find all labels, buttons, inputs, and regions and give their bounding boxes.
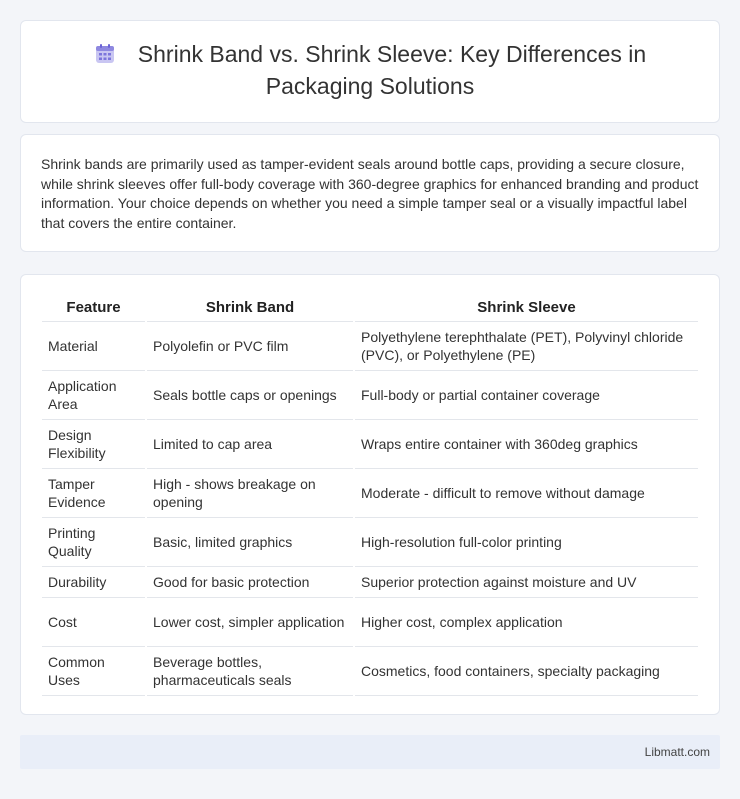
calendar-icon: [94, 43, 116, 65]
feature-cell: Printing Quality: [42, 517, 146, 566]
shrink-band-cell: Beverage bottles, pharmaceuticals seals: [146, 646, 354, 695]
shrink-band-cell: Good for basic protection: [146, 566, 354, 597]
table-header-row: [42, 295, 698, 321]
table-row: [42, 517, 698, 566]
shrink-sleeve-cell: Higher cost, complex application: [354, 597, 698, 646]
shrink-band-cell: Seals bottle caps or openings: [146, 370, 354, 419]
table-row: [42, 566, 698, 597]
shrink-sleeve-cell: Polyethylene terephthalate (PET), Polyvinyl chloride (PVC), or Polyethylene (PE): [354, 321, 698, 370]
comparison-table: [42, 295, 698, 696]
shrink-sleeve-cell: Cosmetics, food containers, specialty packaging: [354, 646, 698, 695]
shrink-sleeve-cell: Wraps entire container with 360deg graphics: [354, 419, 698, 468]
table-row: [42, 370, 698, 419]
footer-site-link[interactable]: Libmatt.com: [644, 745, 710, 759]
feature-cell: Common Uses: [42, 646, 146, 695]
column-header-feature: Feature: [42, 295, 146, 321]
column-header-shrink-sleeve: Shrink Sleeve: [477, 299, 576, 317]
table-row: [42, 419, 698, 468]
shrink-band-cell: Lower cost, simpler application: [146, 597, 354, 646]
shrink-sleeve-cell: Moderate - difficult to remove without damage: [354, 468, 698, 517]
table-row: [42, 646, 698, 695]
page-title: Shrink Band vs. Shrink Sleeve: Key Differences in Packaging Solutions: [137, 40, 647, 99]
shrink-band-cell: Limited to cap area: [146, 419, 354, 468]
shrink-band-cell: High - shows breakage on opening: [146, 468, 354, 517]
shrink-sleeve-cell: Full-body or partial container coverage: [354, 370, 698, 419]
shrink-band-cell: Polyolefin or PVC film: [146, 321, 354, 370]
shrink-sleeve-cell: Superior protection against moisture and UV: [354, 566, 698, 597]
column-header-shrink-band: Shrink Band: [146, 295, 354, 321]
shrink-band-cell: Basic, limited graphics: [146, 517, 354, 566]
table-card: [20, 274, 720, 715]
table-row: [42, 468, 698, 517]
table-row: [42, 321, 698, 370]
shrink-sleeve-cell: High-resolution full-color printing: [354, 517, 698, 566]
intro-card: [20, 134, 720, 252]
intro-paragraph: Shrink bands are primarily used as tamper-evident seals around bottle caps, providing a secure closure, while shrink sleeves offer full-body coverage with 360-degree graphics for enhanced branding and product information. Your choice depends on whether you need a simple tamper seal or a visually impactful label that covers the entire container.: [41, 156, 699, 231]
feature-cell: Tamper Evidence: [42, 468, 146, 517]
feature-cell: Material: [42, 321, 146, 370]
title-wrap: [61, 40, 679, 104]
footer: [20, 735, 720, 769]
feature-cell: Durability: [42, 566, 146, 597]
title-card: [20, 20, 720, 123]
table-row: [42, 597, 698, 646]
feature-cell: Cost: [42, 597, 146, 646]
feature-cell: Design Flexibility: [42, 419, 146, 468]
feature-cell: Application Area: [42, 370, 146, 419]
